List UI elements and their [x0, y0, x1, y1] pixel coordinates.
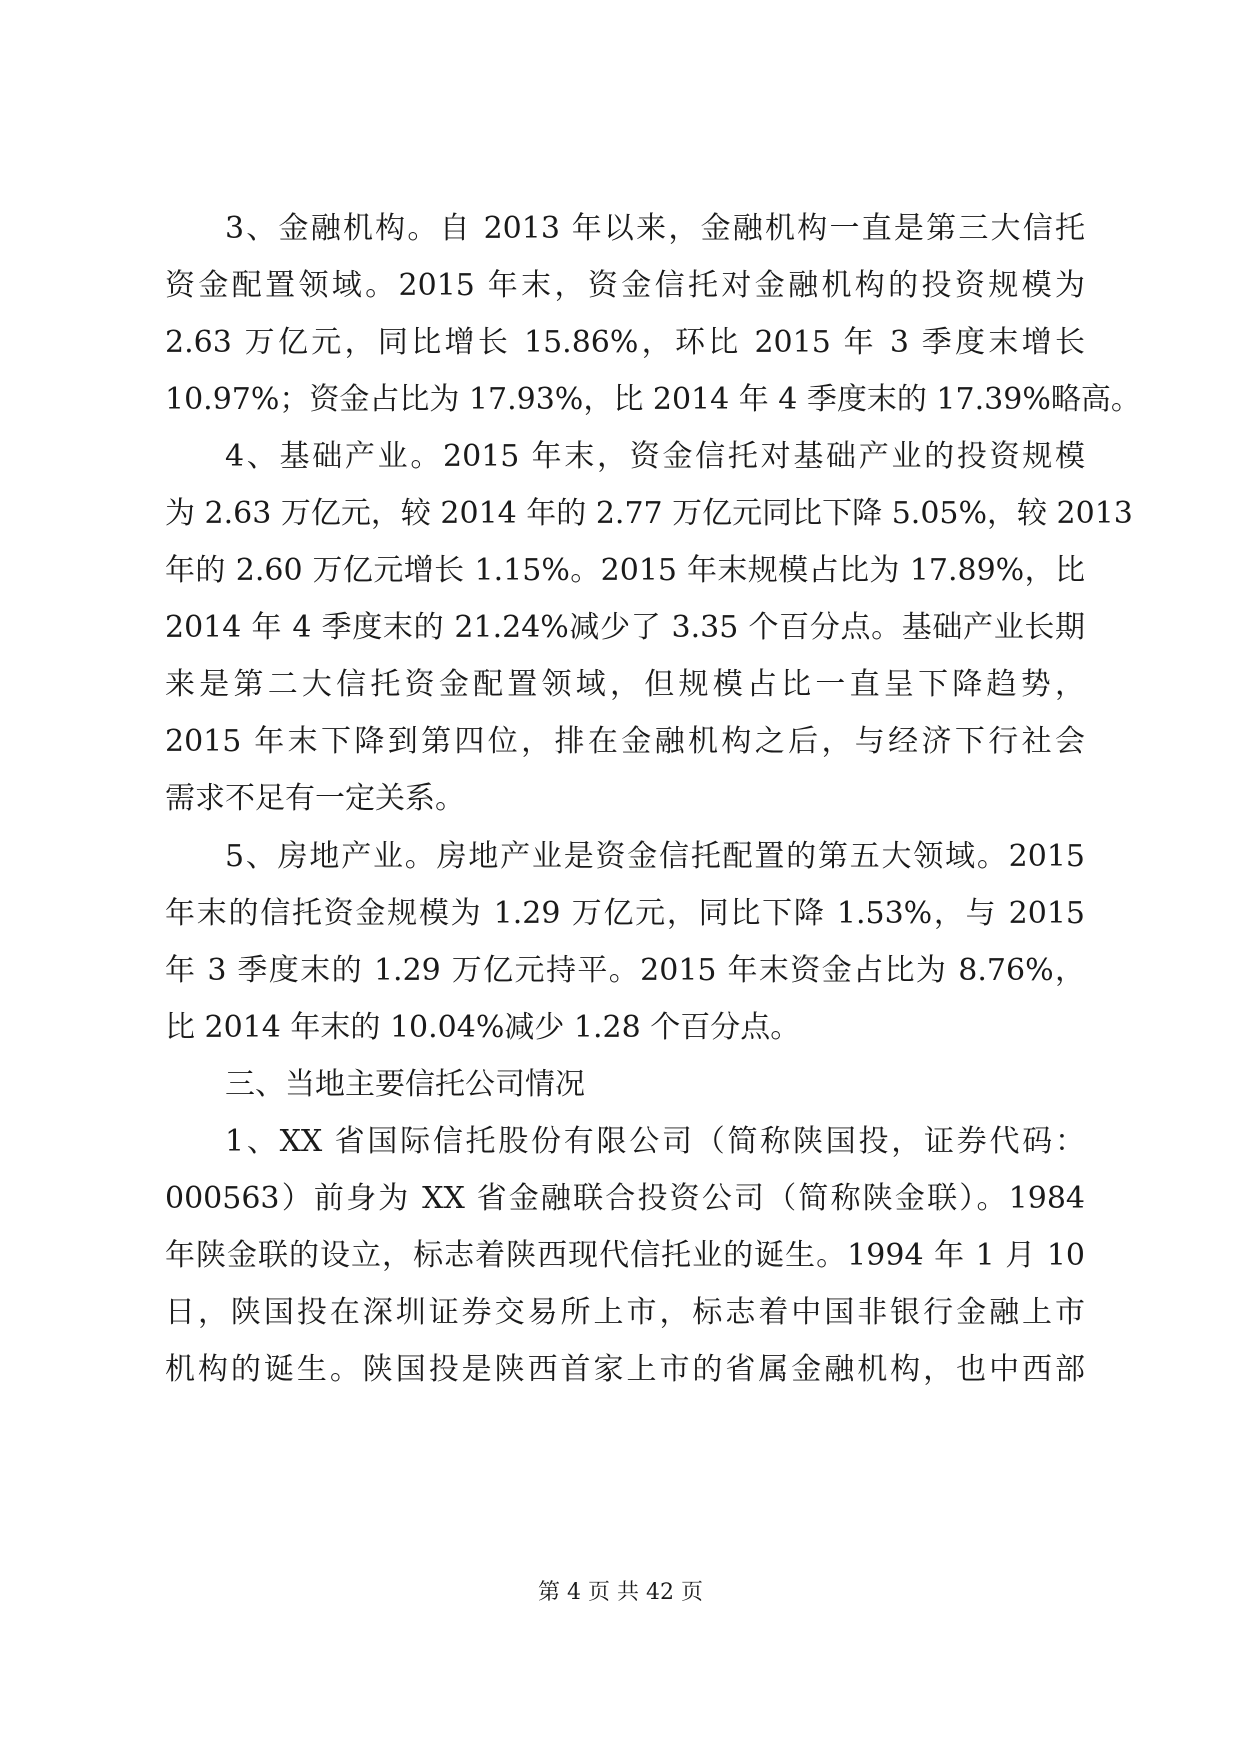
text-line: 为 2.63 万亿元，较 2014 年的 2.77 万亿元同比下降 5.05%，较 2013 — [165, 496, 1133, 531]
text-line: 000563）前身为 XX 省金融联合投资公司（简称陕金联）。1984 — [165, 1181, 1085, 1216]
text-line: 4、基础产业。2015 年末，资金信托对基础产业的投资规模 — [225, 439, 1085, 474]
text-line: 比 2014 年末的 10.04%减少 1.28 个百分点。 — [165, 1010, 801, 1045]
text-line: 需求不足有一定关系。 — [165, 781, 465, 816]
text-line: 来是第二大信托资金配置领域，但规模占比一直呈下降趋势， — [165, 667, 1085, 702]
section-heading: 三、当地主要信托公司情况 — [225, 1067, 585, 1102]
text-line: 5、房地产业。房地产业是资金信托配置的第五大领域。2015 — [225, 839, 1085, 874]
text-line: 2.63 万亿元，同比增长 15.86%，环比 2015 年 3 季度末增长 — [165, 325, 1085, 360]
text-line: 年 3 季度末的 1.29 万亿元持平。2015 年末资金占比为 8.76%， — [165, 953, 1085, 988]
text-line: 10.97%；资金占比为 17.93%，比 2014 年 4 季度末的 17.39%略高。 — [165, 382, 1141, 417]
text-line: 年末的信托资金规模为 1.29 万亿元，同比下降 1.53%，与 2015 — [165, 896, 1085, 931]
page-footer: 第 4 页 共 42 页 — [538, 1580, 703, 1605]
text-line: 3、金融机构。自 2013 年以来，金融机构一直是第三大信托 — [225, 211, 1085, 246]
text-line: 机构的诞生。陕国投是陕西首家上市的省属金融机构，也中西部 — [165, 1352, 1085, 1387]
text-line: 1、XX 省国际信托股份有限公司（简称陕国投，证券代码： — [225, 1124, 1085, 1159]
text-line: 2015 年末下降到第四位，排在金融机构之后，与经济下行社会 — [165, 724, 1085, 759]
text-line: 2014 年 4 季度末的 21.24%减少了 3.35 个百分点。基础产业长期 — [165, 610, 1085, 645]
text-line: 日，陕国投在深圳证券交易所上市，标志着中国非银行金融上市 — [165, 1295, 1085, 1330]
text-line: 年陕金联的设立，标志着陕西现代信托业的诞生。1994 年 1 月 10 — [165, 1238, 1085, 1273]
text-line: 年的 2.60 万亿元增长 1.15%。2015 年末规模占比为 17.89%，比 — [165, 553, 1085, 588]
text-line: 资金配置领域。2015 年末，资金信托对金融机构的投资规模为 — [165, 268, 1085, 303]
